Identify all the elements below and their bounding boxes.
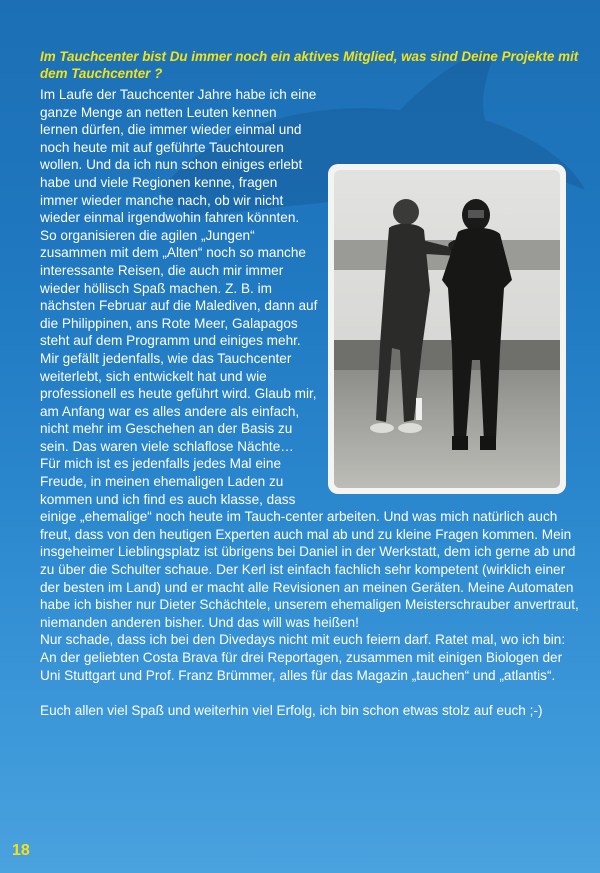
photo-divers [328, 164, 566, 494]
divers-photo-image [334, 170, 560, 488]
interview-question: Im Tauchcenter bist Du immer noch ein aktives Mitglied, was sind Deine Projekte mit dem Tauchcenter ? [40, 49, 579, 81]
page-number: 18 [12, 842, 30, 859]
paragraph-3: Nur schade, dass ich bei den Divedays nicht mit euch feiern darf. Ratet mal, wo ich bin: [40, 632, 566, 648]
paragraph-5: Euch allen viel Spaß und weiterhin viel Erfolg, ich bin schon etwas stolz auf euch ;-) [40, 702, 543, 718]
article-body [40, 86, 586, 719]
paragraph-4: An der geliebten Costa Brava für drei Reportagen, zusammen mit einigen Biologen der Uni Stuttgart und Prof. Franz Brümmer, alles für das Magazin „tauchen“ und „atlantis“. [40, 650, 563, 683]
paragraph-1: Im Laufe der Tauchcenter Jahre habe ich eine ganze Menge an netten Leuten kennen lernen dürfen, die immer wieder einmal und noch heute mit auf geführte Tauchtouren wollen. Und da ich nun schon einiges erlebt habe und viele Regionen kenne, fragen immer wieder manche nach, ob wir nicht wieder einmal irgendwohin fahren könnten. So organisieren die agilen „Jungen“ zusammen mit dem „Alten“ noch so manche interessante Reisen, die auch mir immer wieder höllisch Spaß machen. Z. B. im nächsten Februar auf die Malediven, dann auf die Philippinen, ans Rote Meer, Galapagos steht auf dem Programm und einiges mehr. Mir gefällt jedenfalls, wie das Tauchcenter weiterlebt, sich entwickelt hat und wie professionell es heute geführt wird. Glaub mir, am Anfang war es alles andere als einfach, nicht mehr im Geschehen an der Basis zu sein. Das waren viele schlaflose Nächte… [40, 87, 318, 454]
paragraph-spacer [40, 684, 586, 702]
paragraph-2: Für mich ist es jedenfalls jedes Mal eine Freude, in meinen ehemaligen Laden zu kommen und ich find es auch klasse, dass einige „ehemalige“ noch heute im Tauch-center arbeiten. Und was mich natürlich auch freut, dass von den heutigen Experten auch mal ab und zu kleine Fragen kommen. Mein insgeheimer Lieblingsplatz ist übrigens bei Daniel in der Werkstatt, dem ich gerne ab und zu über die Schulter schaue. Der Kerl ist einfach fachlich sehr kompetent (wirklich einer der besten im Land) und er macht alle Revisionen an meinen Geräten. Meine Automaten habe ich bisher nur Dieter Schächtele, unserem ehemaligen Meisterschrauber anvertraut, niemanden anderen bisher. Und das will was heißen! [40, 456, 579, 630]
